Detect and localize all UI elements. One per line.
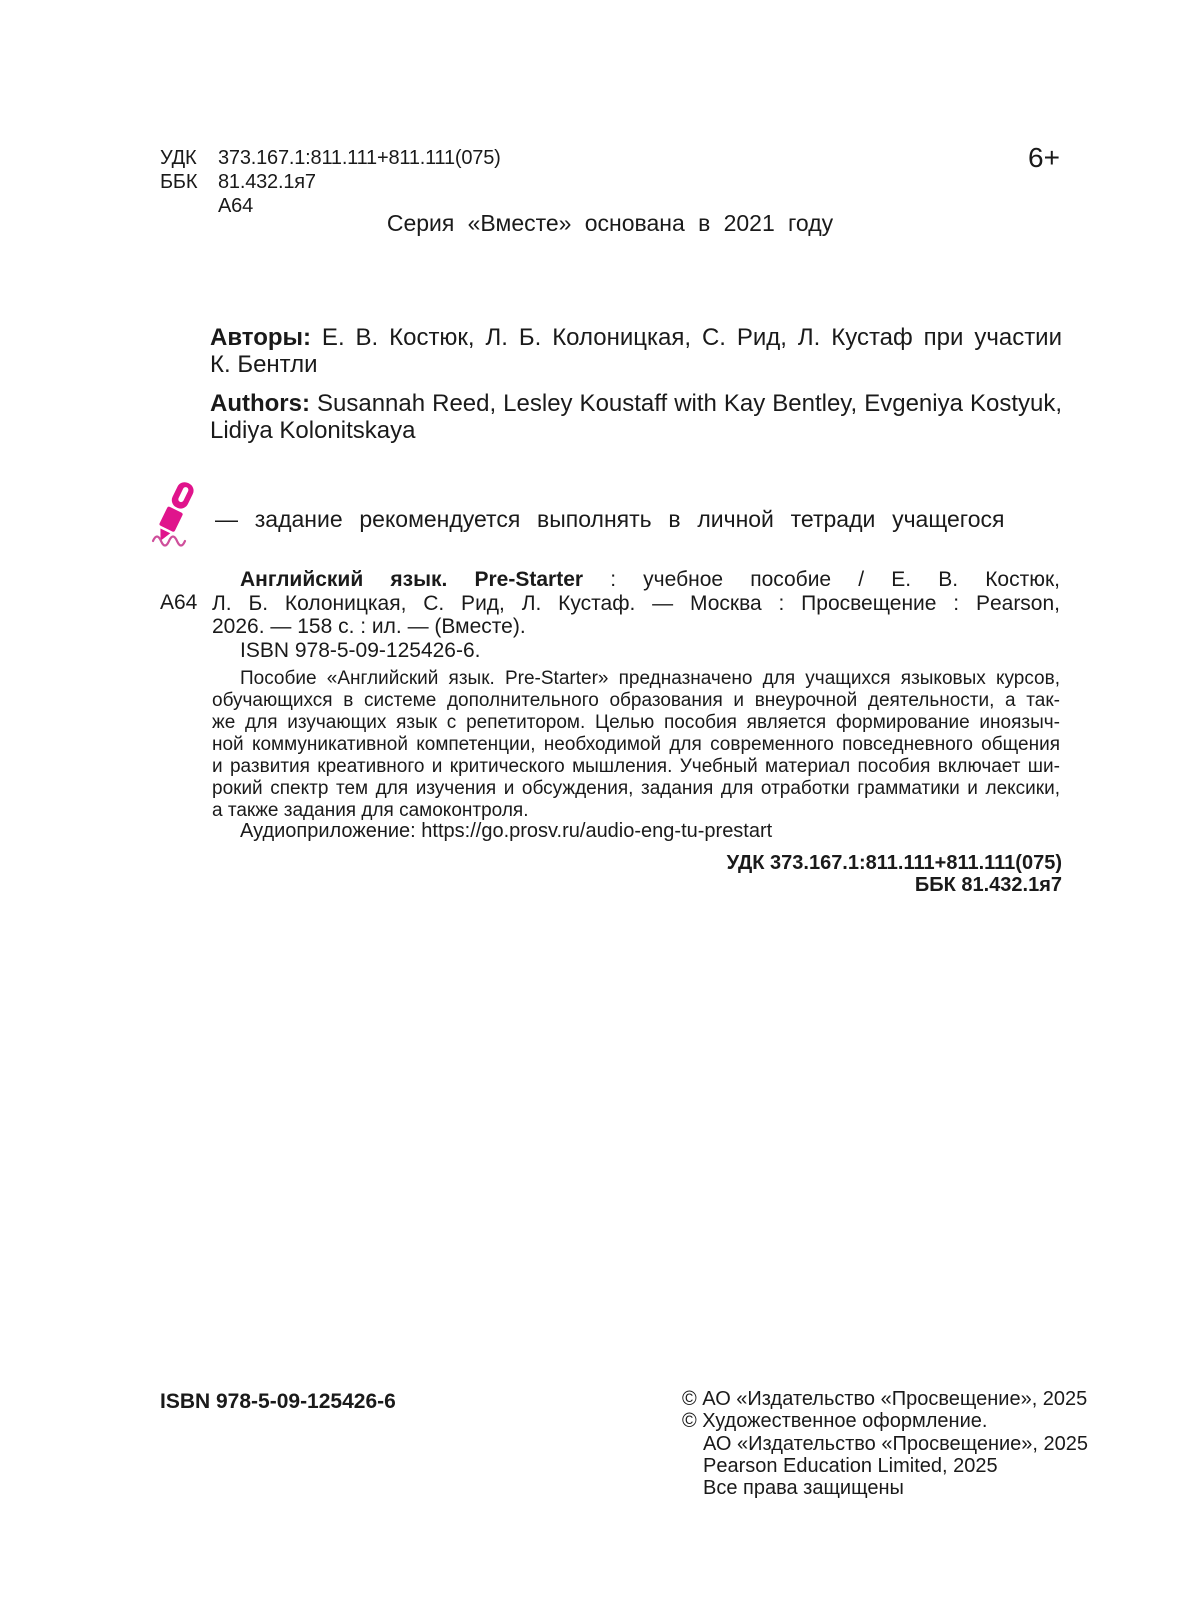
classification-codes [160, 146, 501, 218]
annotation [212, 668, 1060, 822]
catalog-card [212, 568, 1060, 662]
copyright-line: © АО «Издательство «Просвещение», 2025 [682, 1388, 1088, 1410]
authors-ru-line1: Авторы: Е. В. Костюк, Л. Б. Колоницкая, С. Рид, Л. Кустаф при участии [210, 324, 1062, 351]
catalog-line2: Л. Б. Колоницкая, С. Рид, Л. Кустаф. — Москва : Просвещение : Pearson, [212, 591, 1060, 615]
series-note: Серия «Вместе» основана в 2021 году [386, 210, 834, 236]
copyright-block [682, 1388, 1088, 1499]
copyright-line: © Художественное оформление. [682, 1410, 988, 1433]
book-title: Английский язык. Pre-Starter [240, 568, 584, 591]
catalog-line1: Английский язык. Pre-Starter : учебное пособие / Е. В. Костюк, [240, 568, 1060, 591]
bbk-label: ББК [160, 171, 198, 193]
pen-legend-text: — задание рекомендуется выполнять в личной тетради учащегося [215, 506, 1005, 532]
classification-codes-right [642, 852, 1062, 896]
authors-en-line2: Lidiya Kolonitskaya [210, 417, 416, 444]
annotation-line: ной коммуникативной компетенции, необходимой для современного повседневного общения [212, 734, 1060, 755]
authors-ru-label: Авторы: [210, 324, 312, 351]
bbk-value: 81.432.1я7 [218, 171, 316, 193]
copyright-line: Все права защищены [703, 1477, 904, 1500]
catalog-isbn: ISBN 978-5-09-125426-6. [240, 638, 481, 662]
audio-supplement: Аудиоприложение: https://go.prosv.ru/audio-eng-tu-prestart [240, 820, 773, 842]
annotation-line: рокий спектр тем для изучения и обсуждения, задания для отработки грамматики и лексики, [212, 778, 1060, 799]
age-badge: 6+ [1028, 142, 1060, 173]
catalog-index-code: А64 [160, 591, 198, 614]
annotation-line: обучающихся в системе дополнительного образования и внеурочной деятельности, а так- [212, 690, 1060, 711]
bbk-right: ББК 81.432.1я7 [914, 874, 1062, 896]
udk-value: 373.167.1:811.111+811.111(075) [218, 147, 501, 169]
copyright-line: АО «Издательство «Просвещение», 2025 [703, 1432, 1089, 1455]
annotation-line: же для изучающих язык с репетитором. Целью пособия является формирование иноязыч- [212, 712, 1060, 733]
author-index-code: А64 [218, 195, 253, 217]
annotation-line: и развития креативного и критического мышления. Учебный материал пособия включает ши- [212, 756, 1060, 777]
annotation-line: Пособие «Английский язык. Pre-Starter» предназначено для учащихся языковых курсов, [240, 668, 1060, 689]
authors-en-block [210, 390, 1062, 444]
annotation-line: а также задания для самоконтроля. [212, 800, 529, 821]
authors-ru-line2: К. Бентли [210, 351, 318, 378]
catalog-line3: 2026. — 158 с. : ил. — (Вместе). [212, 615, 526, 638]
authors-ru-block [210, 324, 1062, 378]
footer-isbn: ISBN 978-5-09-125426-6 [160, 1390, 396, 1413]
copyright-line: Pearson Education Limited, 2025 [703, 1454, 998, 1477]
udk-right: УДК 373.167.1:811.111+811.111(075) [726, 852, 1062, 874]
authors-en-label: Authors: [210, 390, 310, 417]
pen-icon [150, 478, 200, 548]
authors-en-line1: Authors: Susannah Reed, Lesley Koustaff with Kay Bentley, Evgeniya Kostyuk, [210, 390, 1062, 417]
udk-label: УДК [160, 147, 197, 169]
